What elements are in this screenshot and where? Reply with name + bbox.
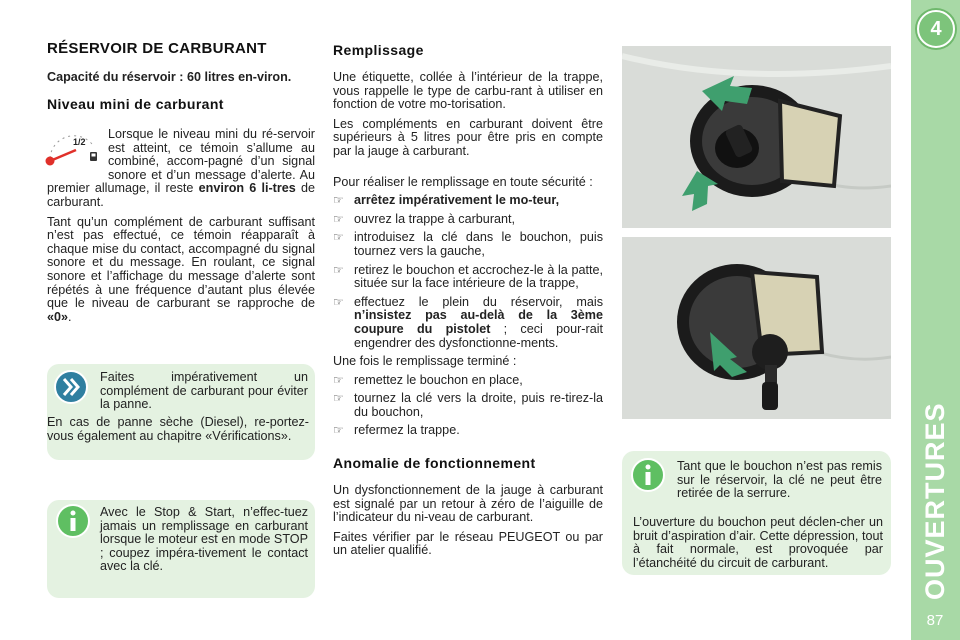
callout-fuel-warning bbox=[47, 364, 315, 460]
pointing-hand-icon: ☞ bbox=[333, 294, 344, 309]
pointing-hand-icon: ☞ bbox=[333, 262, 344, 277]
remplissage-p3: Pour réaliser le remplissage en toute sécurité : bbox=[333, 174, 593, 189]
callout1-p1: Faites impérativement un complément de carburant pour éviter la panne. bbox=[100, 370, 308, 412]
callout-cap-info bbox=[622, 451, 891, 575]
chapter-number-badge: 4 bbox=[917, 10, 955, 48]
niveau-text bbox=[47, 128, 315, 324]
pointing-hand-icon: ☞ bbox=[333, 211, 344, 226]
chapter-title-vertical bbox=[910, 402, 960, 600]
list-item: ☞ introduisez la clé dans le bouchon, puis tournez vers la gauche, bbox=[333, 230, 603, 258]
pointing-hand-icon: ☞ bbox=[333, 193, 344, 208]
anomalie-p2: Faites vérifier par le réseau PEUGEOT ou par un atelier qualifié. bbox=[333, 529, 603, 558]
pointing-hand-icon: ☞ bbox=[333, 391, 344, 406]
callout3-p2: L’ouverture du bouchon peut déclen-cher un bruit d’aspiration d’air. Cette dépression, tout à fait normale, est provoquée par l’étanchéité du circuit de carburant. bbox=[633, 515, 883, 570]
after-fill-list bbox=[333, 374, 603, 438]
callout1-p2: En cas de panne sèche (Diesel), re-portez-vous également au chapitre «Vérifications». bbox=[47, 415, 309, 443]
list-item: ☞ effectuez le plein du réservoir, mais n’insistez pas au-delà de la 3ème coupure du pistolet ; ceci pour-rait engendrer des dysfonctionne-ments. bbox=[333, 294, 603, 350]
tank-capacity: Capacité du réservoir : 60 litres en-viron. bbox=[47, 70, 292, 84]
info-icon bbox=[55, 503, 91, 539]
photo-cap-hooked bbox=[622, 237, 891, 419]
anomalie-p1: Un dysfonctionnement de la jauge à carburant est signalé par un retour à zéro de l’aiguille de l’indicateur du ni-veau de carburant. bbox=[333, 483, 603, 525]
info-icon bbox=[630, 457, 666, 493]
pointing-hand-icon: ☞ bbox=[333, 423, 344, 438]
list-item: ☞ tournez la clé vers la droite, puis re-tirez-la du bouchon, bbox=[333, 391, 603, 419]
niveau-title: Niveau mini de carburant bbox=[47, 95, 224, 112]
callout3-p1: Tant que le bouchon n’est pas remis sur le réservoir, la clé ne peut être retirée de la serrure. bbox=[677, 459, 882, 501]
list-item: ☞ retirez le bouchon et accrochez-le à la patte, située sur la face intérieure de la trappe, bbox=[333, 262, 603, 291]
pointing-hand-icon: ☞ bbox=[333, 230, 344, 245]
chevron-circle-icon bbox=[53, 369, 89, 405]
list-item: ☞ arrêtez impérativement le mo-teur, bbox=[333, 193, 560, 208]
callout-stop-start bbox=[47, 500, 315, 598]
photo-open-fuel-flap bbox=[622, 46, 891, 228]
niveau-paragraph-2: Tant qu’un complément de carburant suffisant n’est pas effectué, ce témoin réapparaît à chaque mise du contact, accompagné du signal sonore et du message. En roulant, ce signal sonore et l’affichage du message d’alerte sont répétés à une fréquence d’autant plus élevée que le niveau de carburant se rapproche de «0». bbox=[47, 214, 315, 324]
niveau-paragraph-1: Lorsque le niveau mini du ré-servoir est atteint, ce témoin s’allume au combiné, accom-pagné d’un signal sonore et d’un message d’alerte. Au premier allumage, il reste environ 6 li-tres de carburant. bbox=[47, 127, 315, 209]
remplissage-p2: Les compléments en carburant doivent être supérieurs à 5 litres pour être pris en compte par la jauge à carburant. bbox=[333, 116, 603, 158]
list-item: ☞ refermez la trappe. bbox=[333, 423, 460, 438]
anomalie-title: Anomalie de fonctionnement bbox=[333, 455, 536, 472]
middle-column bbox=[333, 42, 603, 558]
pointing-hand-icon: ☞ bbox=[333, 372, 344, 387]
list-item: ☞ remettez le bouchon en place, bbox=[333, 372, 523, 387]
left-column bbox=[47, 40, 315, 112]
page-number: 87 bbox=[926, 612, 944, 629]
chapter-title: OUVERTURES bbox=[920, 402, 950, 600]
remplissage-p4: Une fois le remplissage terminé : bbox=[333, 354, 517, 369]
section-title: RÉSERVOIR DE CARBURANT bbox=[47, 40, 267, 57]
fill-steps-list bbox=[333, 194, 603, 350]
gauge-label: 1/2 bbox=[73, 137, 86, 147]
list-item: ☞ ouvrez la trappe à carburant, bbox=[333, 211, 516, 226]
remplissage-title: Remplissage bbox=[333, 42, 424, 58]
callout2-text-head: Avec le Stop & Start, n’effec-tuez jamais un remplissage en carburant lorsque le moteur est en mode STOP ; coupez impéra-tivement le contact avec la clé. bbox=[100, 505, 308, 574]
remplissage-p1: Une étiquette, collée à l’intérieur de la trappe, vous rappelle le type de carbu-rant à utiliser en fonction de votre mo-torisation. bbox=[333, 70, 603, 112]
